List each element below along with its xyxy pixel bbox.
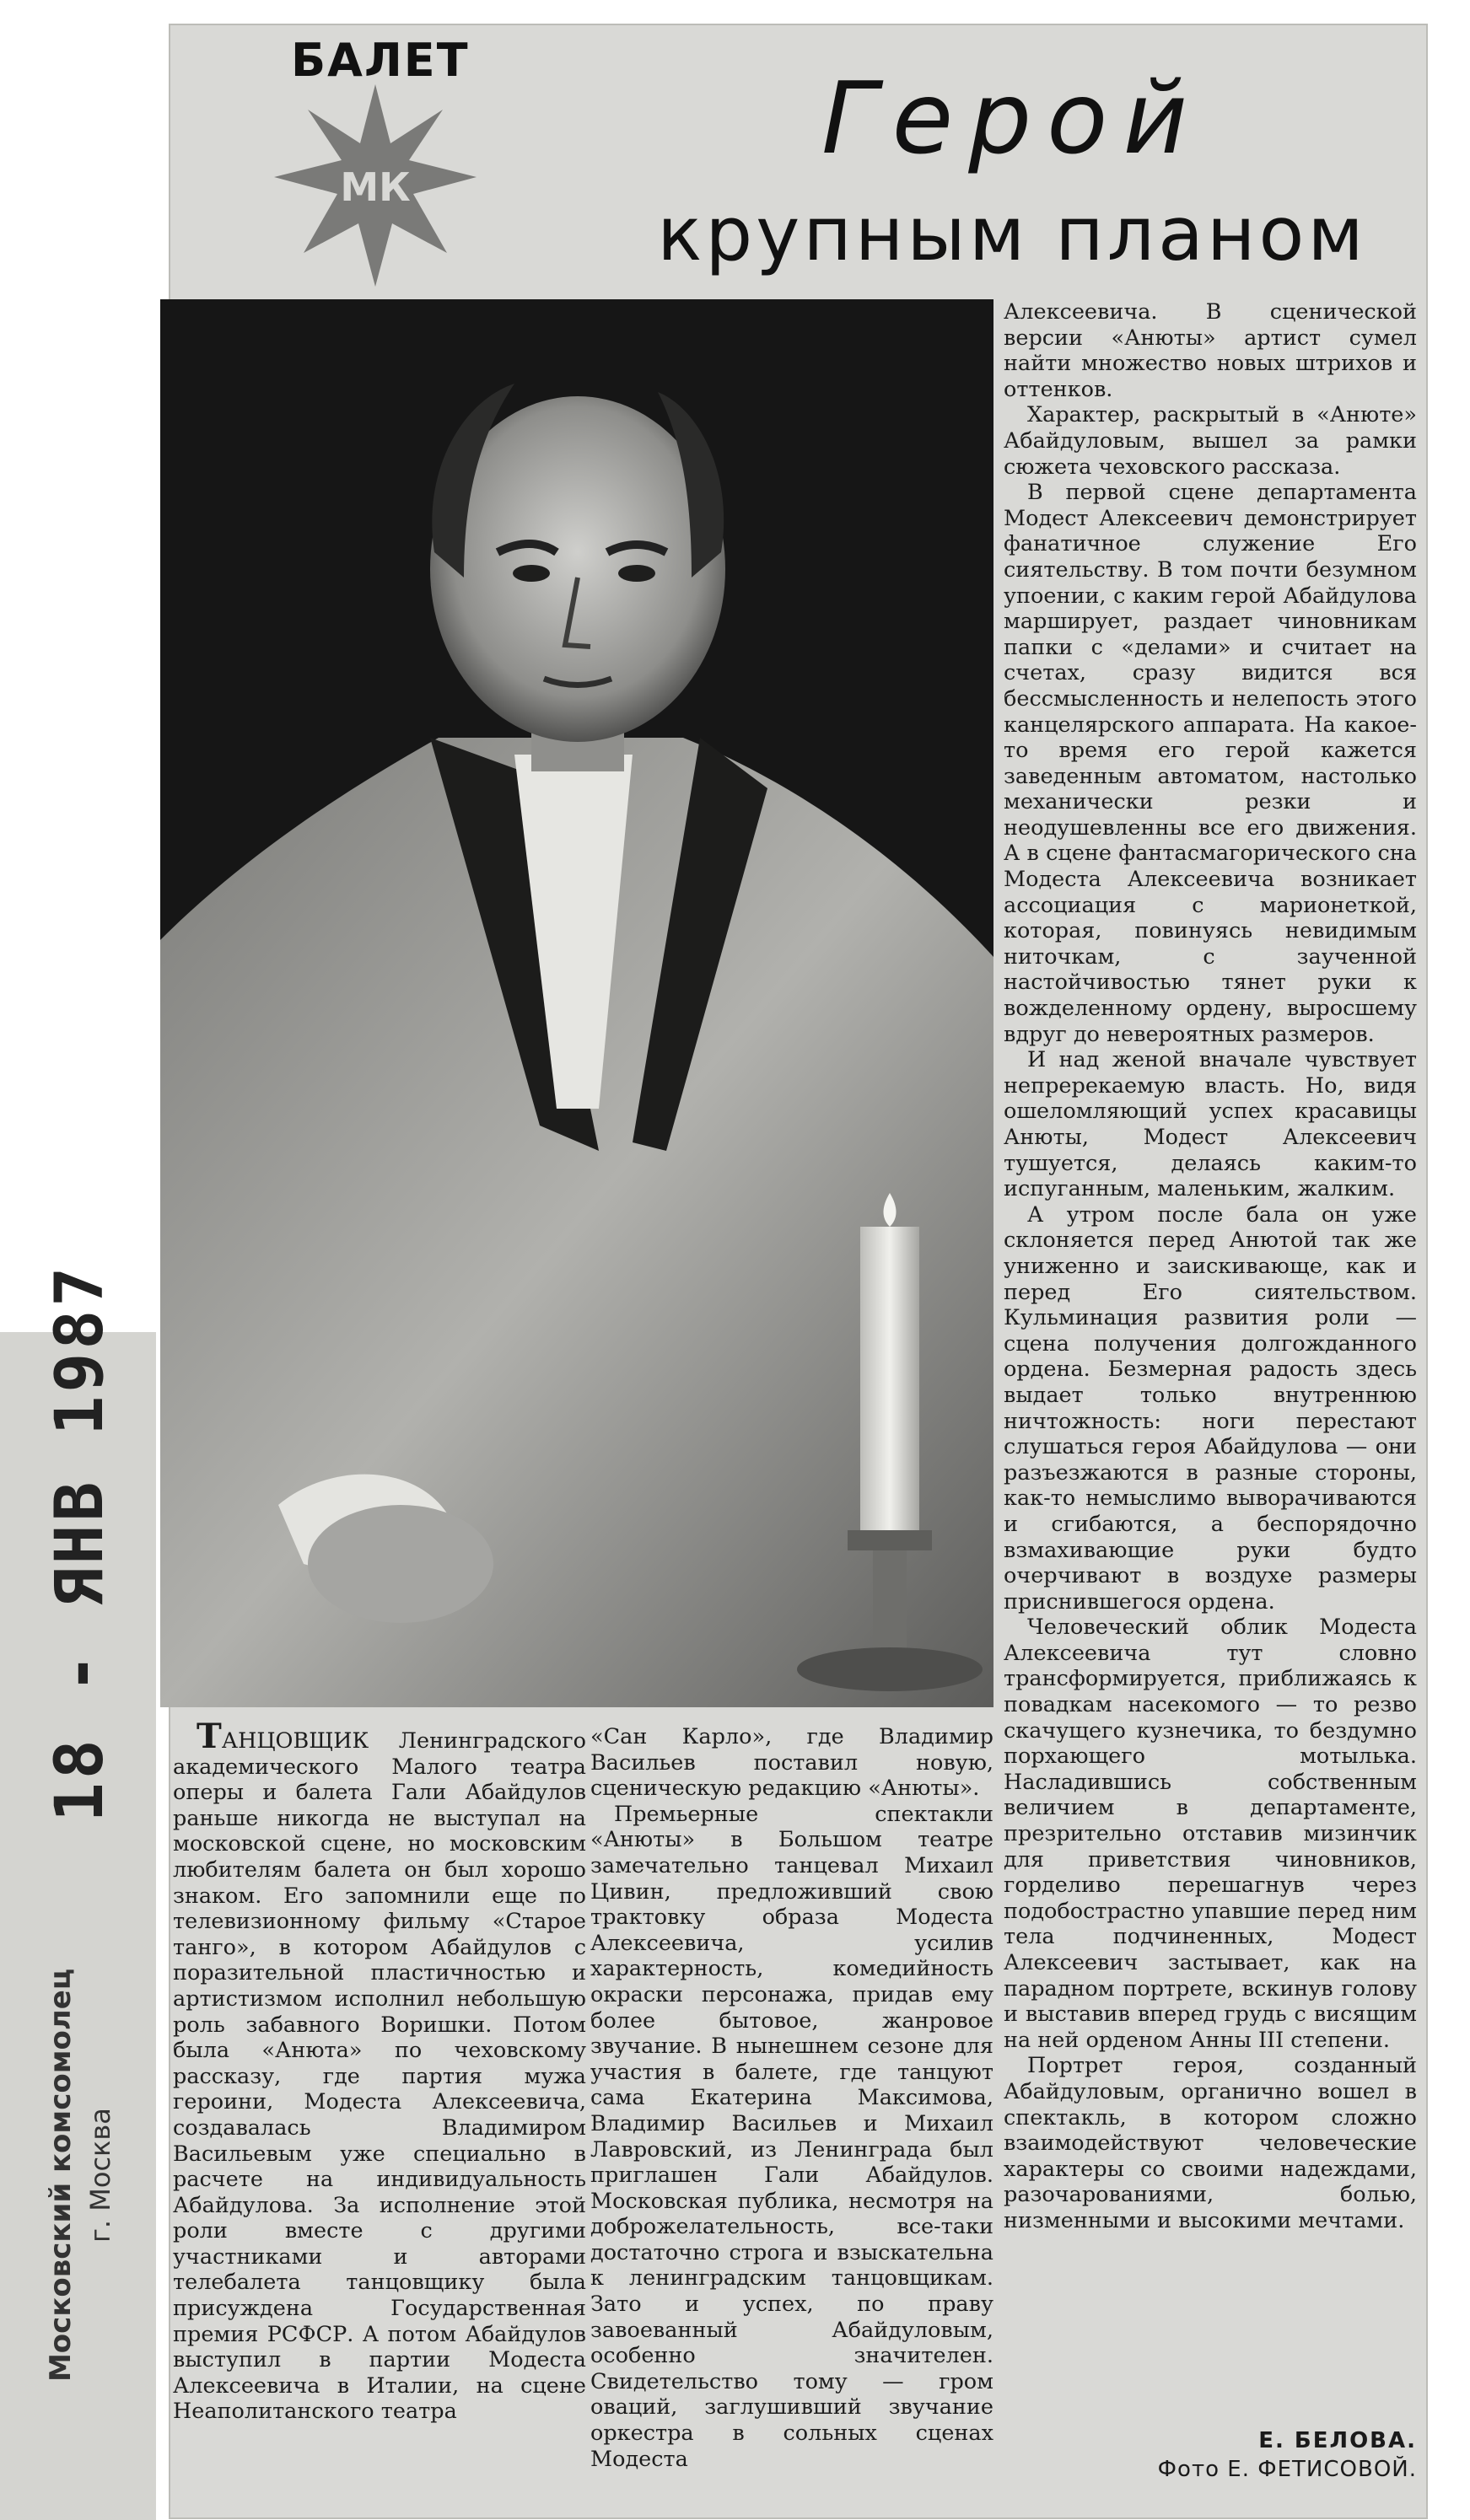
newspaper-city: г. Москва [84, 2108, 116, 2243]
headline [607, 59, 1417, 285]
photo-credit: Фото Е. ФЕТИСОВОЙ. [1157, 2457, 1417, 2482]
paragraph: Алексеевича. В сценической версии «Анюты» артист сумел найти множество новых штрихов и оттенков. [1004, 299, 1417, 402]
portrait-photo [160, 299, 993, 1707]
star-burst-icon [274, 84, 477, 287]
paragraph: Премьерные спектакли «Анюты» в Большом театре замечательно танцевал Михаил Цивин, предложивший свою трактовку образа Модеста Алексеевича, усилив характерность, комедийность окраски персонажа, придав ему более бытовое, жанровое звучание. В нынешнем сезоне для участия в балете, где танцуют сама Екатерина Максимова, Владимир Васильев и Михаил Лавровский, из Ленинграда был приглашен Гали Абайдулов. Московская публика, несмотря на доброжелательность, все-таки достаточно строга и взыскательна к ленинградским танцовщикам. Зато и успех, по праву завоеванный Абайдуловым, особенно значителен. Свидетельство тому — гром оваций, заглушивший звучание оркестра в сольных сценах Модеста [590, 1801, 993, 2472]
paragraph: И над женой вначале чувствует непререкаемую власть. Но, видя ошеломляющий успех красавицы Анюты, Модест Алексеевич тушуется, делаясь каким-то испуганным, маленьким, жалким. [1004, 1047, 1417, 1202]
date-stamp [17, 1263, 143, 1823]
article-column-1 [173, 1717, 586, 2425]
article-column-right [1004, 299, 1417, 2234]
newspaper-name: Московский комсомолец [44, 1968, 78, 2383]
paragraph: Характер, раскрытый в «Анюте» Абайдуловым, вышел за рамки сюжета чеховского рассказа. [1004, 402, 1417, 480]
drop-cap: Т [197, 1717, 222, 1756]
badge-text: МК [340, 164, 411, 210]
paragraph: Портрет героя, созданный Абайдуловым, органично вошел в спектакль, в котором сложно взаимодействуют человеческие характеры со своими надеждами, разочарованиями, болью, низменными и высокими мечтами. [1004, 2053, 1417, 2233]
headline-line-2: крупным планом [657, 191, 1367, 277]
date-stamp-text: 18 - ЯНВ 1987 [42, 1263, 119, 1823]
author-signature: Е. БЕЛОВА. [1258, 2428, 1417, 2453]
paragraph: В первой сцене департамента Модест Алексеевич демонстрирует фанатичное служение Его сиятельству. В том почти безумном упоении, с каким герой Абайдулова марширует, раздает чиновникам папки с «делами» и считает на счетах, сразу видится вся бессмысленность и нелепость этого канцелярского аппарата. На какое-то время его герой кажется заведенным автоматом, настолько механически резки и неодушевленны все его движения. А в сцене фантасмагорического сна Модеста Алексеевича возникает ассоциация с марионеткой, которая, повинуясь невидимым ниточкам, с заученной настойчивостью тянет руки к вожделенному ордену, выросшему вдруг до невероятных размеров. [1004, 480, 1417, 1047]
source-stamp [25, 1939, 135, 2411]
headline-line-1: Герой [821, 60, 1203, 176]
lead-paragraph [173, 1717, 586, 2425]
article-column-2 [590, 1724, 993, 2472]
paragraph: «Сан Карло», где Владимир Васильев поставил новую, сценическую редакцию «Анюты». [590, 1724, 993, 1802]
rubric-label: БАЛЕТ [291, 34, 470, 87]
paragraph: Человеческий облик Модеста Алексеевича тут словно трансформируется, приближаясь к повадкам насекомого — то резво скачущего кузнечика, то бездумно порхающего мотылька. Насладившись собственным величием в департаменте, презрительно отставив мизинчик для приветствия чиновников, горделиво перешагнув через подобострастно упавшие перед ним тела подчиненных, Модест Алексеевич застывает, как на парадном портрете, вскинув голову и выставив вперед грудь с висящим на ней орденом Анны III степени. [1004, 1615, 1417, 2053]
portrait-illustration [160, 299, 993, 1707]
paragraph: А утром после бала он уже склоняется перед Анютой так же униженно и заискивающе, как и перед Его сиятельством. Кульминация развития роли — сцена получения долгожданного ордена. Безмерная радость здесь выдает только внутреннюю ничтожность: ноги перестают слушаться героя Абайдулова — они разъезжаются в разные стороны, как-то немыслимо выворачиваются и сгибаются, а беспорядочно взмахивающие руки будто очерчивают в воздухе размеры приснившегося ордена. [1004, 1201, 1417, 1615]
lead-text: АНЦОВЩИК Ленинградского академического Малого театра оперы и балета Гали Абайдулов раньше никогда не выступал на московской сцене, но московским любителям балета он был хорошо знаком. Его запомнили еще по телевизионному фильму «Старое танго», в котором Абайдулов с поразительной пластичностью и артистизмом исполнил небольшую роль забавного Воришки. Потом была «Анюта» по чеховскому рассказу, где партия мужа героини, Модеста Алексеевича, создавалась Владимиром Васильевым уже специально в расчете на индивидуальность Абайдулова. За исполнение этой роли вместе с другими участниками и авторами телебалета танцовщику была присуждена Государственная премия РСФСР. А потом Абайдулов выступил в партии Модеста Алексеевича в Италии, на сцене Неаполитанского театра [173, 1728, 586, 2425]
